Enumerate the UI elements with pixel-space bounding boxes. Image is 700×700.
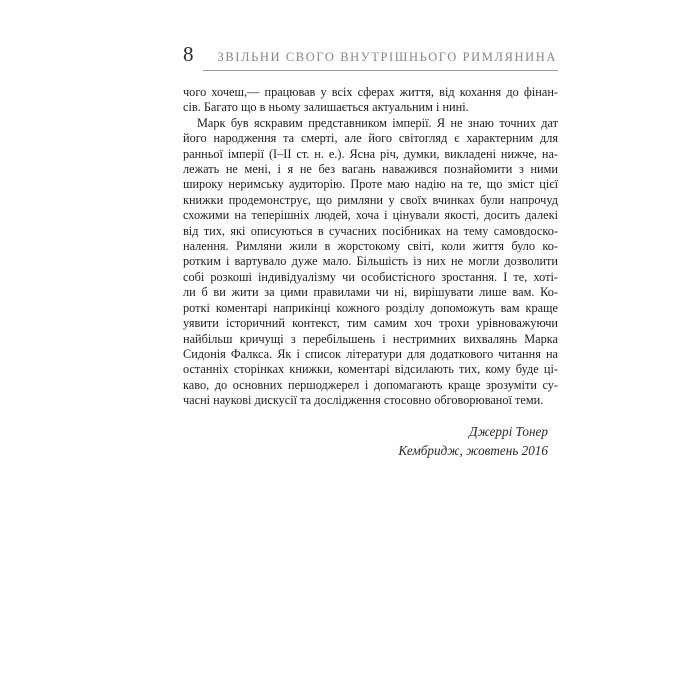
body-line: схожими на теперішніх людей, хоча і цінували якості, досить далекі: [183, 208, 558, 223]
body-line: сів. Багато що в ньому залишається актуальним і нині.: [183, 100, 469, 115]
running-title: ЗВІЛЬНИ СВОГО ВНУТРІШНЬОГО РИМЛЯНИНА: [217, 50, 558, 64]
body-line: уявити історичний контекст, тим самим хоч трохи урівноважуючи: [183, 316, 558, 331]
body-line: лежать не мені, і я не без вагань наважився познайомити з ними: [183, 162, 558, 177]
signature-author: Джеррі Тонер: [469, 424, 548, 439]
body-text: [183, 85, 558, 409]
body-line: останніх сторінках книжки, коментарі відсилають тих, кому буде ці-: [183, 362, 558, 377]
body-line: часні наукові дискусії та дослідження стосовно обговорюваної теми.: [183, 393, 544, 408]
body-line: книжки продемонструє, що римляни у своїх вчинках були напрочуд: [183, 192, 558, 207]
page-number: 8: [183, 42, 194, 66]
body-line: роткі коментарі наприкінці кожного розділу допоможуть вам краще: [183, 300, 558, 315]
body-line: каво, до основних першоджерел і допомагають краще зрозуміти су-: [183, 377, 558, 392]
body-line: ранньої імперії (І–ІІ ст. н. е.). Ясна річ, думки, викладені нижче, на-: [183, 146, 558, 161]
body-line: Марк був яскравим представником імперії. Я не знаю точних дат: [197, 115, 558, 130]
body-line: налення. Римляни жили в жорстокому світі, коли життя було ко-: [183, 239, 558, 254]
body-line: чого хочеш,— працював у всіх сферах життя, від кохання до фінан-: [183, 85, 558, 99]
body-line: від тих, які описуються в сучасних посібниках на тему самовдоско-: [183, 223, 558, 238]
body-line: найбільш кричущі з перебільшень і нестримних вихвалянь Марка: [183, 331, 558, 346]
body-line: ротким і вартувало дуже мало. Більшість із них не могли дозволити: [183, 254, 558, 269]
body-line: ли б ви жити за цими правилами чи ні, вирішувати лише вам. Ко-: [183, 285, 558, 300]
body-line: його народження та смерті, але його світогляд є характерним для: [183, 131, 558, 146]
running-header: [183, 44, 558, 71]
signature-block: [183, 422, 558, 460]
body-line: широку неримську аудиторію. Проте маю надію на те, що зміст цієї: [183, 177, 558, 192]
signature-place-date: Кембридж, жовтень 2016: [398, 443, 548, 458]
body-line: Сидонія Фалкса. Як і список літератури для додаткового читання на: [183, 346, 558, 361]
body-line: собі розкоші індивідуалізму чи особистісного зростання. І те, хоті-: [183, 269, 558, 284]
running-title-rule: [203, 48, 559, 71]
